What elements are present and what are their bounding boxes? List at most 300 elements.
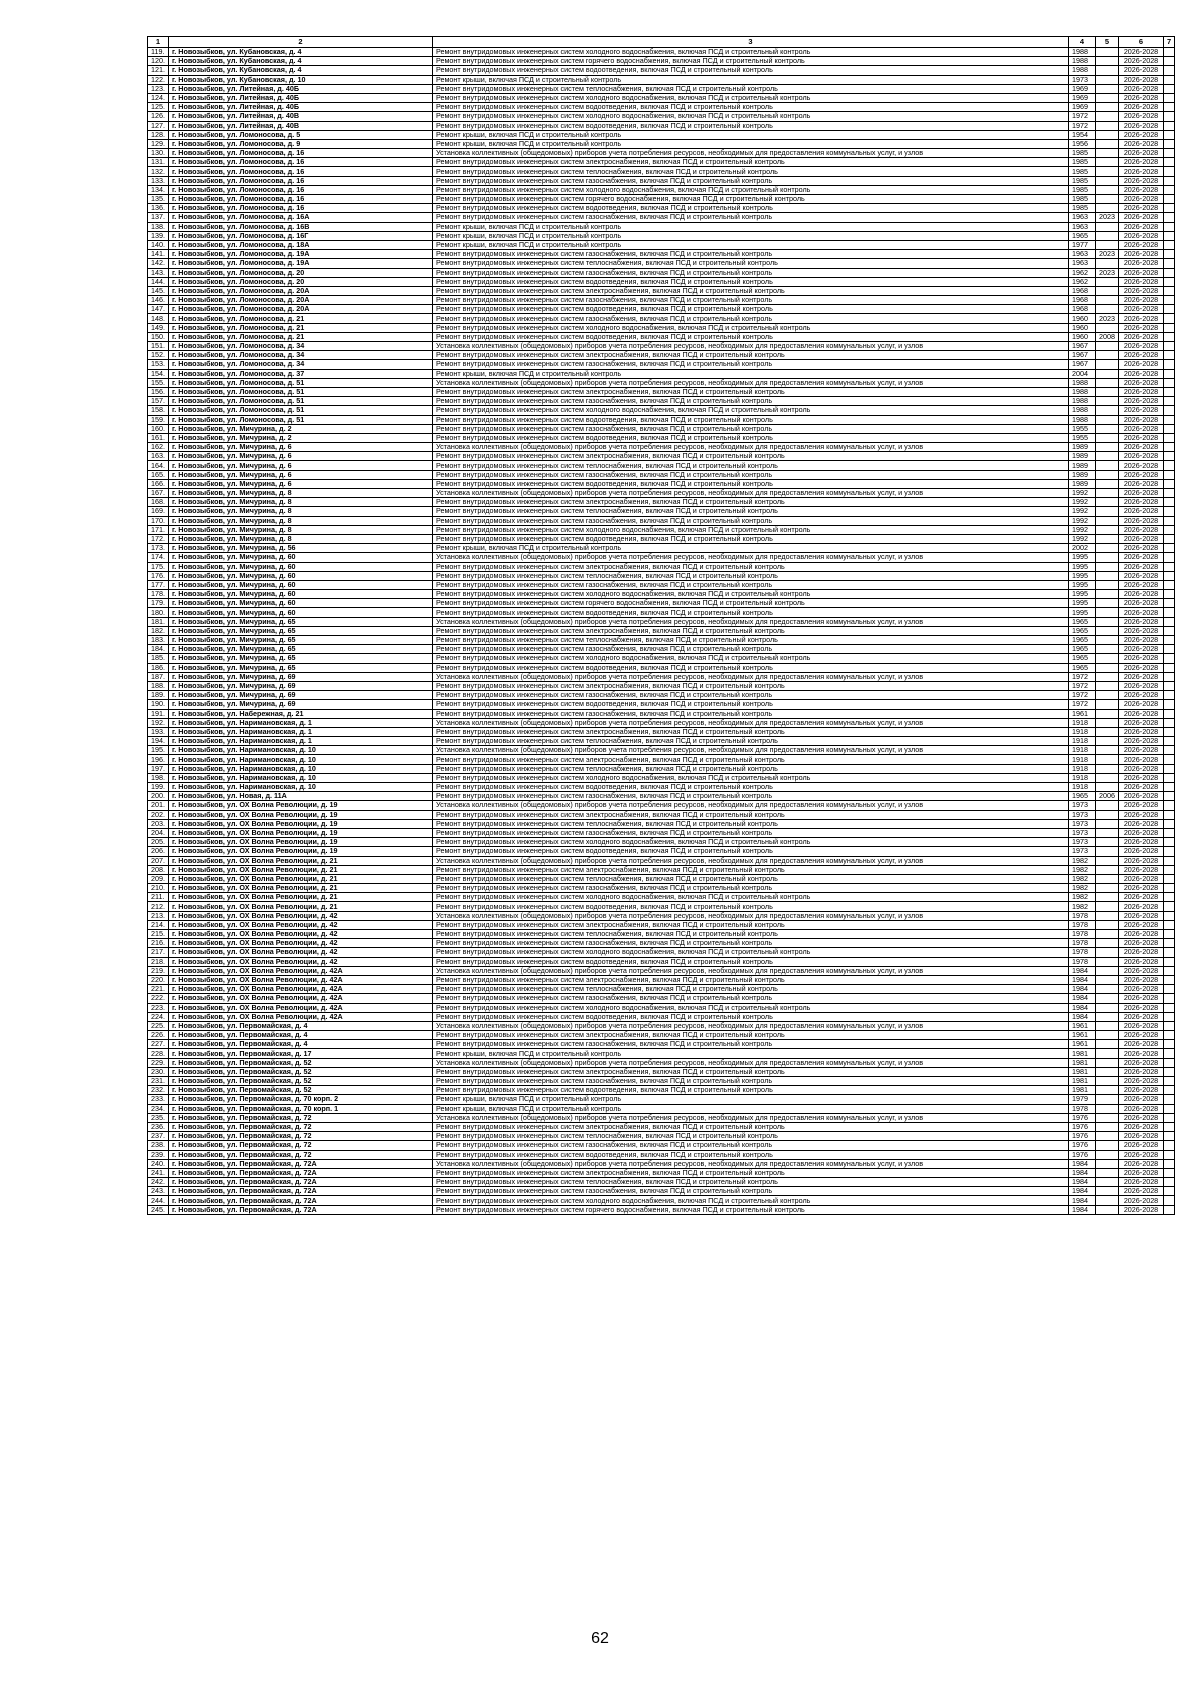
- year-built: 1972: [1069, 121, 1096, 130]
- work-type: Ремонт внутридомовых инженерных систем газоснабжения, включая ПСД и строительный контроль: [433, 1040, 1069, 1049]
- table-row: [148, 911, 1175, 920]
- planned-period: 2026-2028: [1119, 516, 1164, 525]
- extra-cell: [1164, 865, 1175, 874]
- year-built: 1973: [1069, 828, 1096, 837]
- year-built: 1972: [1069, 112, 1096, 121]
- work-type: Ремонт внутридомовых инженерных систем газоснабжения, включая ПСД и строительный контроль: [433, 516, 1069, 525]
- year-last-repair: [1096, 957, 1119, 966]
- table-row: [148, 681, 1175, 690]
- work-type: Ремонт внутридомовых инженерных систем газоснабжения, включая ПСД и строительный контроль: [433, 470, 1069, 479]
- year-last-repair: [1096, 1086, 1119, 1095]
- work-type: Установка коллективных (общедомовых) приборов учета потребления ресурсов, необходимых для предоставления коммунальных услуг, и узлов: [433, 718, 1069, 727]
- address: г. Новозыбков, ул. Ломоносова, д. 21: [169, 323, 433, 332]
- planned-period: 2026-2028: [1119, 167, 1164, 176]
- row-number: 184.: [148, 645, 169, 654]
- row-number: 191.: [148, 709, 169, 718]
- year-last-repair: [1096, 139, 1119, 148]
- year-built: 1968: [1069, 296, 1096, 305]
- planned-period: 2026-2028: [1119, 608, 1164, 617]
- year-last-repair: [1096, 1178, 1119, 1187]
- extra-cell: [1164, 893, 1175, 902]
- table-row: [148, 562, 1175, 571]
- planned-period: 2026-2028: [1119, 534, 1164, 543]
- planned-period: 2026-2028: [1119, 874, 1164, 883]
- row-number: 244.: [148, 1196, 169, 1205]
- table-row: [148, 828, 1175, 837]
- year-last-repair: [1096, 727, 1119, 736]
- planned-period: 2026-2028: [1119, 562, 1164, 571]
- year-built: 1984: [1069, 1205, 1096, 1214]
- address: г. Новозыбков, ул. Мичурина, д. 6: [169, 470, 433, 479]
- address: г. Новозыбков, ул. Ломоносова, д. 9: [169, 139, 433, 148]
- table-row: [148, 470, 1175, 479]
- year-built: 1989: [1069, 452, 1096, 461]
- year-built: 1989: [1069, 470, 1096, 479]
- work-type: Ремонт внутридомовых инженерных систем холодного водоснабжения, включая ПСД и строительный контроль: [433, 48, 1069, 57]
- work-type: Установка коллективных (общедомовых) приборов учета потребления ресурсов, необходимых для предоставления коммунальных услуг, и узлов: [433, 1159, 1069, 1168]
- year-built: 1992: [1069, 525, 1096, 534]
- year-last-repair: [1096, 204, 1119, 213]
- address: г. Новозыбков, ул. Мичурина, д. 2: [169, 433, 433, 442]
- table-row: [148, 975, 1175, 984]
- extra-cell: [1164, 810, 1175, 819]
- address: г. Новозыбков, ул. Ломоносова, д. 16Г: [169, 231, 433, 240]
- work-type: Ремонт внутридомовых инженерных систем водоотведения, включая ПСД и строительный контроль: [433, 1150, 1069, 1159]
- work-type: Ремонт внутридомовых инженерных систем холодного водоснабжения, включая ПСД и строительный контроль: [433, 773, 1069, 782]
- planned-period: 2026-2028: [1119, 185, 1164, 194]
- planned-period: 2026-2028: [1119, 654, 1164, 663]
- year-last-repair: 2023: [1096, 250, 1119, 259]
- header-row: [148, 37, 1175, 48]
- year-last-repair: [1096, 149, 1119, 158]
- table-row: [148, 167, 1175, 176]
- table-row: [148, 1122, 1175, 1131]
- extra-cell: [1164, 149, 1175, 158]
- row-number: 119.: [148, 48, 169, 57]
- planned-period: 2026-2028: [1119, 571, 1164, 580]
- address: г. Новозыбков, ул. ОХ Волна Революции, д. 19: [169, 847, 433, 856]
- row-number: 223.: [148, 1003, 169, 1012]
- work-type: Ремонт крыши, включая ПСД и строительный контроль: [433, 222, 1069, 231]
- planned-period: 2026-2028: [1119, 691, 1164, 700]
- row-number: 182.: [148, 626, 169, 635]
- work-type: Ремонт внутридомовых инженерных систем теплоснабжения, включая ПСД и строительный контроль: [433, 167, 1069, 176]
- extra-cell: [1164, 571, 1175, 580]
- year-built: 1918: [1069, 773, 1096, 782]
- year-built: 1988: [1069, 378, 1096, 387]
- address: г. Новозыбков, ул. Ломоносова, д. 20А: [169, 286, 433, 295]
- row-number: 173.: [148, 544, 169, 553]
- row-number: 151.: [148, 342, 169, 351]
- work-type: Ремонт внутридомовых инженерных систем холодного водоснабжения, включая ПСД и строительный контроль: [433, 838, 1069, 847]
- year-last-repair: [1096, 681, 1119, 690]
- extra-cell: [1164, 66, 1175, 75]
- table-row: [148, 149, 1175, 158]
- row-number: 200.: [148, 792, 169, 801]
- row-number: 238.: [148, 1141, 169, 1150]
- extra-cell: [1164, 259, 1175, 268]
- address: г. Новозыбков, ул. Первомайская, д. 52: [169, 1086, 433, 1095]
- planned-period: 2026-2028: [1119, 884, 1164, 893]
- address: г. Новозыбков, ул. ОХ Волна Революции, д. 21: [169, 856, 433, 865]
- address: г. Новозыбков, ул. ОХ Волна Революции, д. 21: [169, 865, 433, 874]
- address: г. Новозыбков, ул. ОХ Волна Революции, д. 19: [169, 801, 433, 810]
- planned-period: 2026-2028: [1119, 139, 1164, 148]
- extra-cell: [1164, 240, 1175, 249]
- year-built: 1978: [1069, 1104, 1096, 1113]
- address: г. Новозыбков, ул. Мичурина, д. 8: [169, 507, 433, 516]
- extra-cell: [1164, 1077, 1175, 1086]
- extra-cell: [1164, 930, 1175, 939]
- row-number: 236.: [148, 1122, 169, 1131]
- row-number: 129.: [148, 139, 169, 148]
- work-type: Ремонт внутридомовых инженерных систем теплоснабжения, включая ПСД и строительный контроль: [433, 84, 1069, 93]
- year-last-repair: [1096, 369, 1119, 378]
- year-last-repair: [1096, 1132, 1119, 1141]
- year-built: 1978: [1069, 920, 1096, 929]
- address: г. Новозыбков, ул. Мичурина, д. 69: [169, 672, 433, 681]
- table-row: [148, 213, 1175, 222]
- work-type: Ремонт внутридомовых инженерных систем электроснабжения, включая ПСД и строительный контроль: [433, 681, 1069, 690]
- year-built: 1995: [1069, 571, 1096, 580]
- extra-cell: [1164, 920, 1175, 929]
- extra-cell: [1164, 452, 1175, 461]
- year-built: 1995: [1069, 553, 1096, 562]
- planned-period: 2026-2028: [1119, 544, 1164, 553]
- year-built: 1965: [1069, 792, 1096, 801]
- work-type: Ремонт крыши, включая ПСД и строительный контроль: [433, 369, 1069, 378]
- year-built: 1918: [1069, 764, 1096, 773]
- planned-period: 2026-2028: [1119, 369, 1164, 378]
- extra-cell: [1164, 48, 1175, 57]
- row-number: 194.: [148, 737, 169, 746]
- table-row: [148, 700, 1175, 709]
- work-type: Ремонт внутридомовых инженерных систем теплоснабжения, включая ПСД и строительный контроль: [433, 819, 1069, 828]
- extra-cell: [1164, 112, 1175, 121]
- planned-period: 2026-2028: [1119, 452, 1164, 461]
- work-type: Установка коллективных (общедомовых) приборов учета потребления ресурсов, необходимых для предоставления коммунальных услуг, и узлов: [433, 1113, 1069, 1122]
- extra-cell: [1164, 369, 1175, 378]
- work-type: Ремонт внутридомовых инженерных систем газоснабжения, включая ПСД и строительный контроль: [433, 314, 1069, 323]
- table-row: [148, 939, 1175, 948]
- year-built: 1978: [1069, 948, 1096, 957]
- planned-period: 2026-2028: [1119, 158, 1164, 167]
- table-row: [148, 663, 1175, 672]
- year-last-repair: [1096, 158, 1119, 167]
- row-number: 219.: [148, 966, 169, 975]
- row-number: 171.: [148, 525, 169, 534]
- table-row: [148, 222, 1175, 231]
- row-number: 167.: [148, 489, 169, 498]
- extra-cell: [1164, 397, 1175, 406]
- row-number: 148.: [148, 314, 169, 323]
- row-number: 226.: [148, 1031, 169, 1040]
- extra-cell: [1164, 415, 1175, 424]
- address: г. Новозыбков, ул. Ломоносова, д. 20А: [169, 305, 433, 314]
- row-number: 229.: [148, 1058, 169, 1067]
- work-type: Ремонт внутридомовых инженерных систем газоснабжения, включая ПСД и строительный контроль: [433, 939, 1069, 948]
- year-last-repair: [1096, 553, 1119, 562]
- planned-period: 2026-2028: [1119, 957, 1164, 966]
- table-row: [148, 1086, 1175, 1095]
- table-row: [148, 498, 1175, 507]
- year-last-repair: [1096, 911, 1119, 920]
- table-row: [148, 957, 1175, 966]
- work-type: Ремонт внутридомовых инженерных систем теплоснабжения, включая ПСД и строительный контроль: [433, 461, 1069, 470]
- row-number: 160.: [148, 424, 169, 433]
- year-last-repair: [1096, 580, 1119, 589]
- work-type: Ремонт внутридомовых инженерных систем газоснабжения, включая ПСД и строительный контроль: [433, 360, 1069, 369]
- planned-period: 2026-2028: [1119, 902, 1164, 911]
- extra-cell: [1164, 681, 1175, 690]
- year-last-repair: [1096, 121, 1119, 130]
- row-number: 121.: [148, 66, 169, 75]
- address: г. Новозыбков, ул. ОХ Волна Революции, д. 19: [169, 828, 433, 837]
- extra-cell: [1164, 874, 1175, 883]
- row-number: 141.: [148, 250, 169, 259]
- year-last-repair: [1096, 433, 1119, 442]
- work-type: Ремонт внутридомовых инженерных систем водоотведения, включая ПСД и строительный контроль: [433, 277, 1069, 286]
- table-row: [148, 387, 1175, 396]
- row-number: 166.: [148, 479, 169, 488]
- extra-cell: [1164, 286, 1175, 295]
- row-number: 239.: [148, 1150, 169, 1159]
- row-number: 123.: [148, 84, 169, 93]
- address: г. Новозыбков, ул. ОХ Волна Революции, д. 42А: [169, 975, 433, 984]
- work-type: Ремонт внутридомовых инженерных систем теплоснабжения, включая ПСД и строительный контроль: [433, 1178, 1069, 1187]
- row-number: 146.: [148, 296, 169, 305]
- planned-period: 2026-2028: [1119, 351, 1164, 360]
- year-built: 1988: [1069, 57, 1096, 66]
- address: г. Новозыбков, ул. Мичурина, д. 8: [169, 498, 433, 507]
- table-row: [148, 112, 1175, 121]
- table-row: [148, 195, 1175, 204]
- extra-cell: [1164, 1178, 1175, 1187]
- address: г. Новозыбков, ул. Ломоносова, д. 19А: [169, 259, 433, 268]
- year-last-repair: [1096, 406, 1119, 415]
- year-built: 1978: [1069, 911, 1096, 920]
- work-type: Ремонт внутридомовых инженерных систем водоотведения, включая ПСД и строительный контроль: [433, 783, 1069, 792]
- year-built: 1982: [1069, 865, 1096, 874]
- address: г. Новозыбков, ул. ОХ Волна Революции, д. 42: [169, 957, 433, 966]
- planned-period: 2026-2028: [1119, 268, 1164, 277]
- year-last-repair: [1096, 636, 1119, 645]
- extra-cell: [1164, 608, 1175, 617]
- table-row: [148, 296, 1175, 305]
- planned-period: 2026-2028: [1119, 259, 1164, 268]
- work-type: Ремонт внутридомовых инженерных систем водоотведения, включая ПСД и строительный контроль: [433, 534, 1069, 543]
- table-row: [148, 443, 1175, 452]
- row-number: 220.: [148, 975, 169, 984]
- work-type: Установка коллективных (общедомовых) приборов учета потребления ресурсов, необходимых для предоставления коммунальных услуг, и узлов: [433, 1058, 1069, 1067]
- planned-period: 2026-2028: [1119, 378, 1164, 387]
- year-built: 1918: [1069, 755, 1096, 764]
- planned-period: 2026-2028: [1119, 966, 1164, 975]
- extra-cell: [1164, 626, 1175, 635]
- year-last-repair: [1096, 645, 1119, 654]
- work-type: Ремонт внутридомовых инженерных систем электроснабжения, включая ПСД и строительный контроль: [433, 1067, 1069, 1076]
- table-row: [148, 250, 1175, 259]
- row-number: 149.: [148, 323, 169, 332]
- work-type: Ремонт внутридомовых инженерных систем газоснабжения, включая ПСД и строительный контроль: [433, 580, 1069, 589]
- column-header: 1: [148, 37, 169, 48]
- planned-period: 2026-2028: [1119, 1168, 1164, 1177]
- extra-cell: [1164, 121, 1175, 130]
- year-last-repair: [1096, 948, 1119, 957]
- row-number: 135.: [148, 195, 169, 204]
- year-built: 1963: [1069, 222, 1096, 231]
- planned-period: 2026-2028: [1119, 1040, 1164, 1049]
- row-number: 145.: [148, 286, 169, 295]
- address: г. Новозыбков, ул. Ломоносова, д. 16: [169, 195, 433, 204]
- address: г. Новозыбков, ул. Мичурина, д. 8: [169, 525, 433, 534]
- table-row: [148, 590, 1175, 599]
- year-last-repair: [1096, 66, 1119, 75]
- address: г. Новозыбков, ул. Ломоносова, д. 16: [169, 158, 433, 167]
- row-number: 140.: [148, 240, 169, 249]
- address: г. Новозыбков, ул. Первомайская, д. 72А: [169, 1196, 433, 1205]
- year-built: 1967: [1069, 351, 1096, 360]
- address: г. Новозыбков, ул. Кубановская, д. 10: [169, 75, 433, 84]
- address: г. Новозыбков, ул. Мичурина, д. 8: [169, 489, 433, 498]
- row-number: 131.: [148, 158, 169, 167]
- year-built: 1965: [1069, 663, 1096, 672]
- planned-period: 2026-2028: [1119, 783, 1164, 792]
- extra-cell: [1164, 654, 1175, 663]
- address: г. Новозыбков, ул. ОХ Волна Революции, д. 42А: [169, 1003, 433, 1012]
- extra-cell: [1164, 1150, 1175, 1159]
- extra-cell: [1164, 498, 1175, 507]
- year-built: 1960: [1069, 314, 1096, 323]
- planned-period: 2026-2028: [1119, 397, 1164, 406]
- address: г. Новозыбков, ул. Ломоносова, д. 19А: [169, 250, 433, 259]
- year-built: 1960: [1069, 323, 1096, 332]
- year-built: 1992: [1069, 534, 1096, 543]
- extra-cell: [1164, 544, 1175, 553]
- year-last-repair: [1096, 746, 1119, 755]
- work-type: Ремонт внутридомовых инженерных систем газоснабжения, включая ПСД и строительный контроль: [433, 424, 1069, 433]
- year-built: 1989: [1069, 461, 1096, 470]
- year-built: 1985: [1069, 195, 1096, 204]
- work-type: Ремонт внутридомовых инженерных систем холодного водоснабжения, включая ПСД и строительный контроль: [433, 93, 1069, 102]
- table-row: [148, 553, 1175, 562]
- year-last-repair: [1096, 819, 1119, 828]
- year-last-repair: [1096, 351, 1119, 360]
- planned-period: 2026-2028: [1119, 231, 1164, 240]
- work-type: Ремонт крыши, включая ПСД и строительный контроль: [433, 139, 1069, 148]
- row-number: 207.: [148, 856, 169, 865]
- work-type: Ремонт внутридомовых инженерных систем холодного водоснабжения, включая ПСД и строительный контроль: [433, 525, 1069, 534]
- extra-cell: [1164, 773, 1175, 782]
- year-built: 1960: [1069, 332, 1096, 341]
- address: г. Новозыбков, ул. Ломоносова, д. 51: [169, 397, 433, 406]
- address: г. Новозыбков, ул. Мичурина, д. 65: [169, 617, 433, 626]
- planned-period: 2026-2028: [1119, 773, 1164, 782]
- year-built: 1979: [1069, 1095, 1096, 1104]
- row-number: 209.: [148, 874, 169, 883]
- year-last-repair: [1096, 1113, 1119, 1122]
- year-built: 1976: [1069, 1141, 1096, 1150]
- planned-period: 2026-2028: [1119, 130, 1164, 139]
- work-type: Установка коллективных (общедомовых) приборов учета потребления ресурсов, необходимых для предоставления коммунальных услуг, и узлов: [433, 672, 1069, 681]
- year-built: 1995: [1069, 580, 1096, 589]
- year-last-repair: [1096, 608, 1119, 617]
- table-row: [148, 865, 1175, 874]
- table-row: [148, 452, 1175, 461]
- year-built: 1988: [1069, 387, 1096, 396]
- work-type: Ремонт внутридомовых инженерных систем горячего водоснабжения, включая ПСД и строительный контроль: [433, 57, 1069, 66]
- planned-period: 2026-2028: [1119, 305, 1164, 314]
- year-built: 1976: [1069, 1132, 1096, 1141]
- extra-cell: [1164, 746, 1175, 755]
- year-last-repair: [1096, 902, 1119, 911]
- table-row: [148, 204, 1175, 213]
- year-last-repair: [1096, 985, 1119, 994]
- table-row: [148, 930, 1175, 939]
- work-type: Ремонт внутридомовых инженерных систем газоснабжения, включая ПСД и строительный контроль: [433, 994, 1069, 1003]
- year-last-repair: [1096, 1122, 1119, 1131]
- year-last-repair: [1096, 801, 1119, 810]
- planned-period: 2026-2028: [1119, 590, 1164, 599]
- table-row: [148, 810, 1175, 819]
- year-built: 1961: [1069, 1040, 1096, 1049]
- row-number: 178.: [148, 590, 169, 599]
- work-type: Ремонт крыши, включая ПСД и строительный контроль: [433, 1095, 1069, 1104]
- extra-cell: [1164, 1058, 1175, 1067]
- year-built: 1973: [1069, 801, 1096, 810]
- planned-period: 2026-2028: [1119, 332, 1164, 341]
- table-row: [148, 75, 1175, 84]
- planned-period: 2026-2028: [1119, 709, 1164, 718]
- address: г. Новозыбков, ул. Мичурина, д. 60: [169, 571, 433, 580]
- year-last-repair: [1096, 718, 1119, 727]
- planned-period: 2026-2028: [1119, 727, 1164, 736]
- year-last-repair: [1096, 305, 1119, 314]
- row-number: 153.: [148, 360, 169, 369]
- year-last-repair: [1096, 975, 1119, 984]
- planned-period: 2026-2028: [1119, 1178, 1164, 1187]
- work-type: Ремонт внутридомовых инженерных систем газоснабжения, включая ПСД и строительный контроль: [433, 268, 1069, 277]
- planned-period: 2026-2028: [1119, 681, 1164, 690]
- work-type: Ремонт внутридомовых инженерных систем холодного водоснабжения, включая ПСД и строительный контроль: [433, 323, 1069, 332]
- work-type: Ремонт внутридомовых инженерных систем горячего водоснабжения, включая ПСД и строительный контроль: [433, 195, 1069, 204]
- planned-period: 2026-2028: [1119, 424, 1164, 433]
- year-last-repair: 2023: [1096, 314, 1119, 323]
- year-built: 1965: [1069, 617, 1096, 626]
- table-row: [148, 323, 1175, 332]
- planned-period: 2026-2028: [1119, 1150, 1164, 1159]
- work-type: Ремонт внутридомовых инженерных систем газоснабжения, включая ПСД и строительный контроль: [433, 1077, 1069, 1086]
- year-last-repair: [1096, 838, 1119, 847]
- planned-period: 2026-2028: [1119, 755, 1164, 764]
- planned-period: 2026-2028: [1119, 792, 1164, 801]
- column-header: 7: [1164, 37, 1175, 48]
- table-row: [148, 1205, 1175, 1214]
- extra-cell: [1164, 250, 1175, 259]
- work-type: Ремонт внутридомовых инженерных систем водоотведения, включая ПСД и строительный контроль: [433, 332, 1069, 341]
- row-number: 137.: [148, 213, 169, 222]
- year-built: 1985: [1069, 149, 1096, 158]
- extra-cell: [1164, 489, 1175, 498]
- year-built: 1984: [1069, 1178, 1096, 1187]
- year-built: 1995: [1069, 590, 1096, 599]
- planned-period: 2026-2028: [1119, 1159, 1164, 1168]
- table-row: [148, 764, 1175, 773]
- year-last-repair: [1096, 112, 1119, 121]
- row-number: 122.: [148, 75, 169, 84]
- planned-period: 2026-2028: [1119, 1021, 1164, 1030]
- table-row: [148, 737, 1175, 746]
